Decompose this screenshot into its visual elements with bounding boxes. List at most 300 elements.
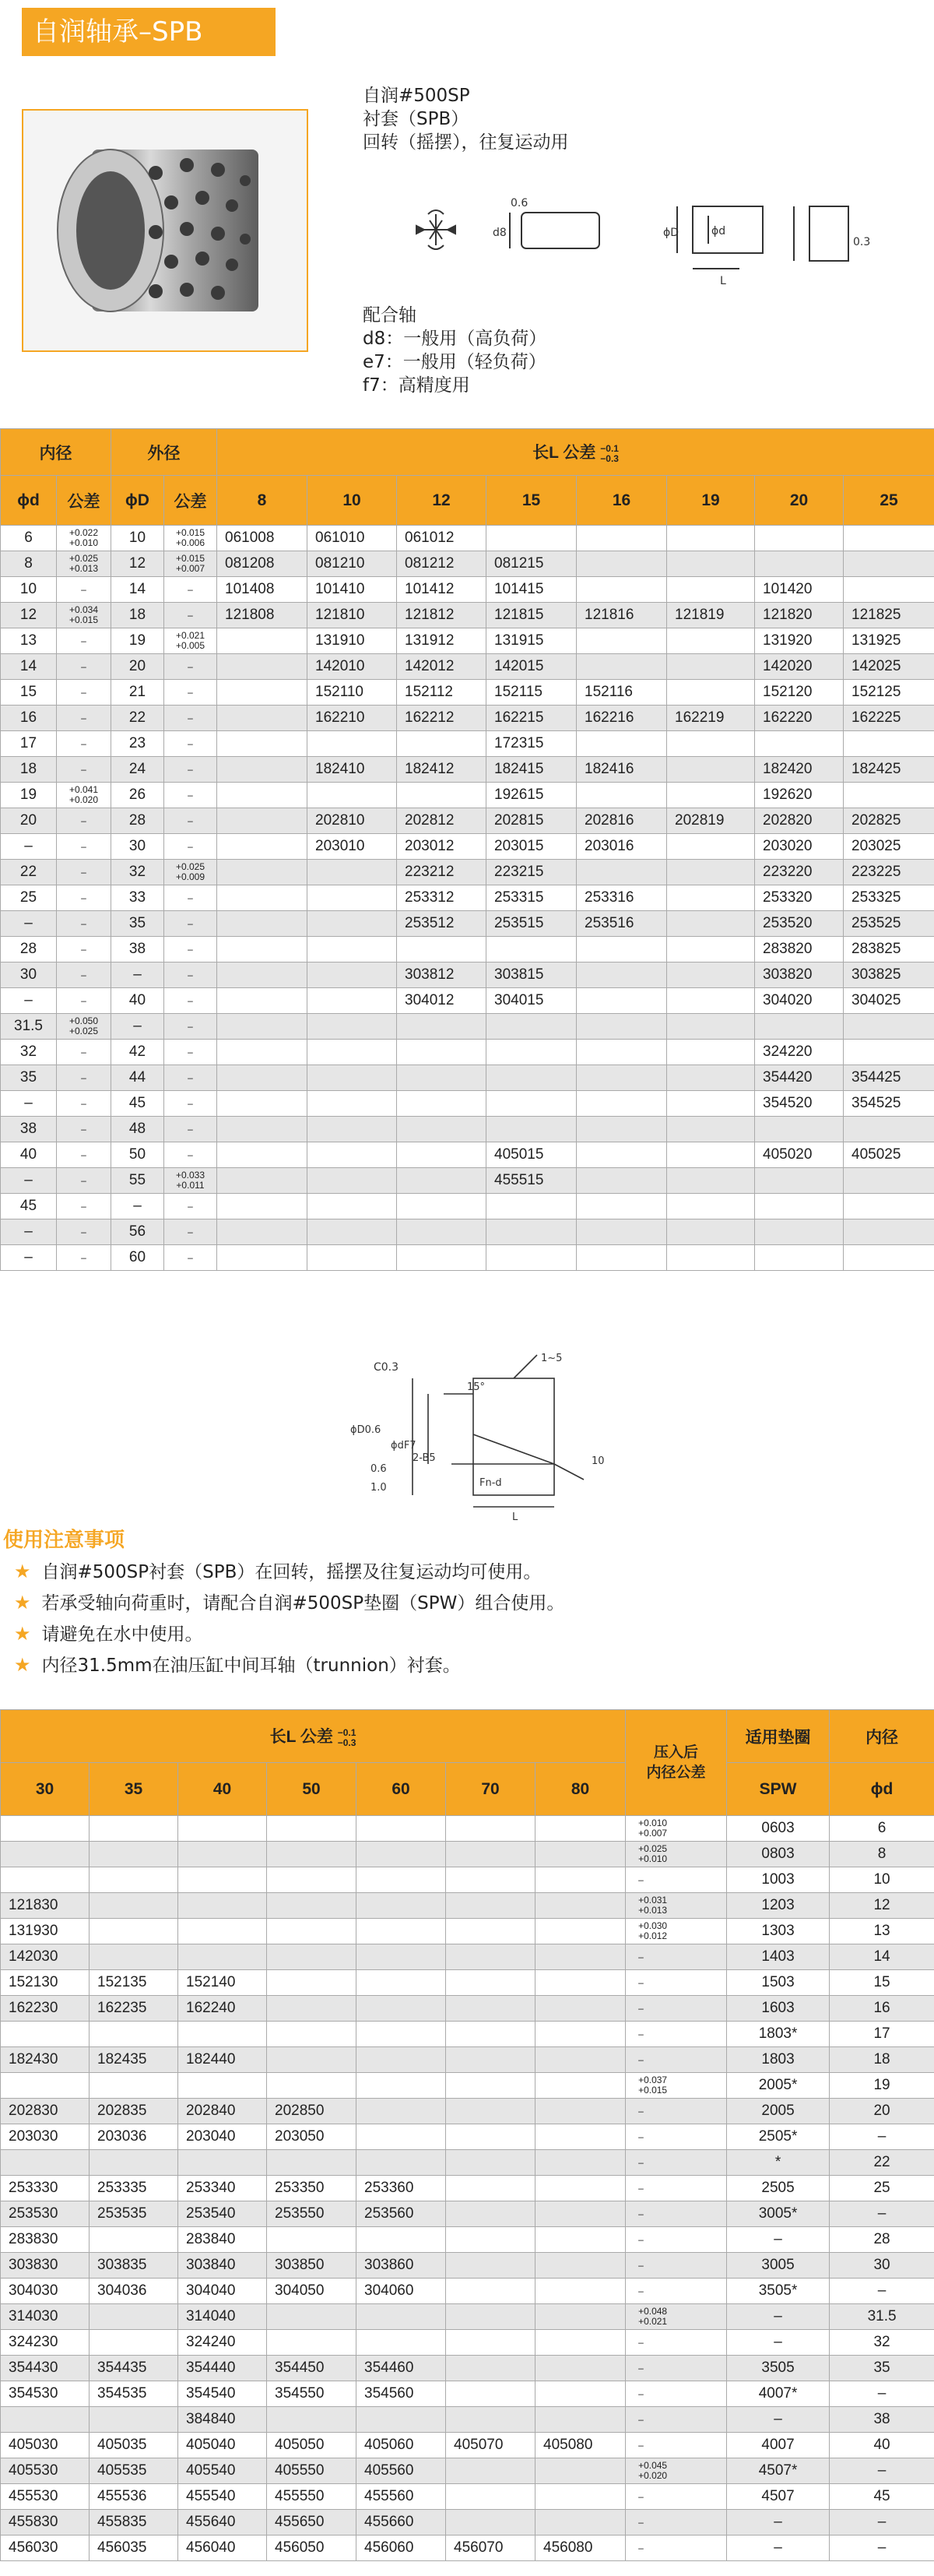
note-item [14,1560,541,1584]
label-03: 0.3 [853,236,871,248]
cell-part [90,2304,178,2330]
table-row [1,1893,934,1919]
cell-part [535,1970,626,1996]
cell-part [535,2407,626,2433]
cell-washer: 1203 [727,1893,830,1919]
cell-part: 283840 [178,2227,267,2253]
cell-part [535,1996,626,2022]
label-06: 0.6 [511,197,528,209]
cell-d: 35 [1,1065,57,1091]
cell-washer: 2005* [727,2073,830,2099]
cell-part [446,1970,535,1996]
cell-part [486,1065,577,1091]
header-tol2: 公差 [164,476,217,526]
cell-part: 354450 [267,2356,356,2381]
cell-d: 8 [1,551,57,577]
cell-part: 202835 [90,2099,178,2124]
cell-part [535,2201,626,2227]
cell-part [178,2022,267,2047]
cell-part: 202850 [267,2099,356,2124]
header-length-label: 长L 公差 [532,444,596,463]
cell-part: 081208 [217,551,307,577]
cell-part [755,1245,844,1271]
size-table-2 [0,1709,934,2561]
cell-part: 304040 [178,2279,267,2304]
cell-part: 253530 [1,2201,90,2227]
cell-d: 12 [1,603,57,628]
table-row [1,1194,934,1219]
cell-d: 15 [830,1970,934,1996]
cell-d: 30 [1,962,57,988]
cell-tol2: +0.015 +0.006 [164,526,217,551]
cell-washer: 1803* [727,2022,830,2047]
cell-part: 162225 [844,706,934,731]
cell-part: 405530 [1,2458,90,2484]
cell-part [178,1867,267,1893]
cell-part [535,1816,626,1842]
cell-part [397,1040,486,1065]
cell-tol2: +0.025 +0.009 [164,860,217,885]
cell-part: 121810 [307,603,397,628]
cell-part: 303860 [356,2253,446,2279]
cell-washer: 2505* [727,2124,830,2150]
label-phidF7: ϕdF7 [391,1440,416,1452]
cell-press-tol: – [626,2433,727,2458]
cell-part [446,2201,535,2227]
cell-part: 101408 [217,577,307,603]
cell-tol2: – [164,1194,217,1219]
cell-part [307,1065,397,1091]
cell-d: 40 [1,1142,57,1168]
cell-tol: – [57,1091,111,1117]
cell-D: 45 [111,1091,164,1117]
cell-part: 253330 [1,2176,90,2201]
cell-part [356,2407,446,2433]
cell-part [307,1245,397,1271]
cell-part [356,1842,446,1867]
cell-part [535,2356,626,2381]
cell-d: – [830,2201,934,2227]
cell-part [844,1014,934,1040]
cell-part: 405070 [446,2433,535,2458]
cell-d: 20 [1,808,57,834]
cell-part: 304020 [755,988,844,1014]
cell-tol: – [57,988,111,1014]
cell-part [217,1219,307,1245]
table-row [1,1842,934,1867]
cell-part [446,2304,535,2330]
cell-part [446,1996,535,2022]
cell-d: 6 [1,526,57,551]
cell-tol: +0.025 +0.013 [57,551,111,577]
cell-part [446,2510,535,2536]
cell-part [217,757,307,783]
cell-part [356,2124,446,2150]
note-text: 内径31.5mm在油压缸中间耳轴（trunnion）衬套。 [41,1656,461,1676]
cell-part: 253512 [397,911,486,937]
cell-tol2: – [164,937,217,962]
cell-part [844,1219,934,1245]
cell-part [486,526,577,551]
cell-part [267,2150,356,2176]
cell-tol2: +0.033 +0.011 [164,1168,217,1194]
cell-part [307,911,397,937]
cell-d: 38 [1,1117,57,1142]
cell-part: 405020 [755,1142,844,1168]
cell-part [178,1842,267,1867]
cell-d: – [830,2536,934,2561]
cell-part [667,911,755,937]
cell-part: 354435 [90,2356,178,2381]
table-row [1,1970,934,1996]
table-row [1,603,934,628]
cell-part [356,2227,446,2253]
cell-part [178,1919,267,1944]
cell-part [217,1040,307,1065]
cell-part: 131912 [397,628,486,654]
table-row [1,1117,934,1142]
cell-part: 203010 [307,834,397,860]
header-press: 压入后 内径公差 [626,1710,727,1816]
cell-part: 152110 [307,680,397,706]
cell-tol2: – [164,577,217,603]
cell-part [667,1142,755,1168]
cell-part [307,1117,397,1142]
cell-part: 162212 [397,706,486,731]
cell-D: 28 [111,808,164,834]
cell-part: 223225 [844,860,934,885]
cell-part [667,988,755,1014]
cell-D: 40 [111,988,164,1014]
cell-part [755,551,844,577]
cell-part: 152125 [844,680,934,706]
cell-part [397,783,486,808]
label-r15: 1~5 [541,1353,563,1364]
cell-press-tol: – [626,1996,727,2022]
header-len: 50 [267,1763,356,1816]
note-text: 若承受轴向荷重时，请配合自润#500SP垫圈（SPW）组合使用。 [41,1593,565,1614]
cell-tol: – [57,1194,111,1219]
cell-part: 203050 [267,2124,356,2150]
table-row [1,2073,934,2099]
cell-part: 162215 [486,706,577,731]
cell-part: 253325 [844,885,934,911]
table-row [1,706,934,731]
cell-washer: – [727,2304,830,2330]
cell-d: 28 [1,937,57,962]
cell-part [667,1065,755,1091]
cell-part [577,1194,667,1219]
cell-part: 162216 [577,706,667,731]
cell-D: 35 [111,911,164,937]
cell-part [667,628,755,654]
table-row [1,2150,934,2176]
cell-part [446,2458,535,2484]
cell-part [1,1867,90,1893]
cell-part: 202816 [577,808,667,834]
cell-part [267,1996,356,2022]
cell-tol2: – [164,706,217,731]
header-length [1,1710,626,1763]
cell-part: 303835 [90,2253,178,2279]
cell-tol2: – [164,654,217,680]
cell-D: 42 [111,1040,164,1065]
cell-part: 455835 [90,2510,178,2536]
table-row [1,988,934,1014]
cell-d: 38 [830,2407,934,2433]
cell-part [755,1194,844,1219]
cell-part: 152116 [577,680,667,706]
table-row [1,654,934,680]
cell-part: 405050 [267,2433,356,2458]
table-row [1,834,934,860]
header-len: 35 [90,1763,178,1816]
cell-D: – [111,962,164,988]
cell-part: 405015 [486,1142,577,1168]
cell-part [397,1245,486,1271]
cell-part [577,628,667,654]
header-len: 16 [577,476,667,526]
table-row [1,2510,934,2536]
cell-part [844,1194,934,1219]
cell-part [667,860,755,885]
cell-D: 44 [111,1065,164,1091]
cell-washer: 3005* [727,2201,830,2227]
cell-part [486,1117,577,1142]
cell-part [577,1168,667,1194]
dimension-drawing [413,183,934,304]
cell-press-tol: – [626,2484,727,2510]
cell-tol: +0.050 +0.025 [57,1014,111,1040]
cell-D: 26 [111,783,164,808]
cell-d: 14 [830,1944,934,1970]
cell-part: 131910 [307,628,397,654]
cell-part [307,860,397,885]
table-row [1,2022,934,2047]
cell-part: 456070 [446,2536,535,2561]
cell-part [307,988,397,1014]
table-row [1,2484,934,2510]
cell-d: 25 [830,2176,934,2201]
cell-d: 22 [830,2150,934,2176]
cell-D: 30 [111,834,164,860]
table-row [1,1996,934,2022]
cell-part: 304060 [356,2279,446,2304]
cell-part [1,1816,90,1842]
table-row [1,2253,934,2279]
cell-d: 12 [830,1893,934,1919]
cell-tol2: – [164,1014,217,1040]
cell-part: 101415 [486,577,577,603]
cell-part [356,1996,446,2022]
cell-part [755,1219,844,1245]
cell-d: 17 [1,731,57,757]
cell-part: 354425 [844,1065,934,1091]
cell-part [535,2047,626,2073]
cell-part: 162210 [307,706,397,731]
cell-part [844,577,934,603]
label-c03: C0.3 [374,1361,399,1374]
label-L2: L [512,1511,518,1523]
cell-press-tol: – [626,1867,727,1893]
table-row [1,1816,934,1842]
cell-press-tol: – [626,2099,727,2124]
cell-part: 061012 [397,526,486,551]
cell-part: 405035 [90,2433,178,2458]
cell-part [667,757,755,783]
cell-part [486,1245,577,1271]
fit-line: f7：高精度用 [363,375,470,396]
cell-part [535,2150,626,2176]
header-len: 80 [535,1763,626,1816]
cell-part [1,2073,90,2099]
note-item [14,1622,203,1646]
cell-washer: 4507 [727,2484,830,2510]
cell-D: 50 [111,1142,164,1168]
table-row [1,1065,934,1091]
cell-part [844,1168,934,1194]
cell-part [356,2073,446,2099]
cell-part: 131920 [755,628,844,654]
cell-part [267,2407,356,2433]
cell-d: – [1,1168,57,1194]
cell-part [446,2227,535,2253]
cell-part: 455515 [486,1168,577,1194]
cell-part [217,680,307,706]
cell-d: 16 [1,706,57,731]
cell-d: 22 [1,860,57,885]
cell-part: 142030 [1,1944,90,1970]
cell-tol2: – [164,603,217,628]
cell-part: 121820 [755,603,844,628]
cell-part: 253350 [267,2176,356,2201]
cell-tol2: – [164,731,217,757]
cell-part [755,1014,844,1040]
table-row [1,2330,934,2356]
cell-part: 303820 [755,962,844,988]
cell-part: 303830 [1,2253,90,2279]
table-row [1,2227,934,2253]
cell-part [307,731,397,757]
cell-part: 455550 [267,2484,356,2510]
cell-D: 21 [111,680,164,706]
cell-part [446,1944,535,1970]
cell-part [90,2227,178,2253]
cell-d: 20 [830,2099,934,2124]
cell-part: 162220 [755,706,844,731]
cell-part: 455660 [356,2510,446,2536]
cell-part [667,1194,755,1219]
cell-part: 142020 [755,654,844,680]
cell-tol: – [57,962,111,988]
cell-d: 14 [1,654,57,680]
cell-part: 101420 [755,577,844,603]
cell-part [90,1893,178,1919]
cell-tol2: – [164,808,217,834]
cell-part [577,551,667,577]
table-row [1,1919,934,1944]
cell-press-tol: +0.030 +0.012 [626,1919,727,1944]
cell-part: 455640 [178,2510,267,2536]
cell-part [535,2176,626,2201]
star-icon: ★ [14,1561,31,1582]
cell-part [307,962,397,988]
label-L: L [720,275,726,287]
cell-part [535,2381,626,2407]
cell-part: 253360 [356,2176,446,2201]
cell-press-tol: – [626,2253,727,2279]
cell-tol: – [57,911,111,937]
cell-part [446,2356,535,2381]
header-d: ϕd [830,1763,934,1816]
cell-part [667,885,755,911]
cell-part [217,1142,307,1168]
cell-part [577,1065,667,1091]
cell-part [486,1040,577,1065]
cell-part [667,731,755,757]
cell-part [577,1091,667,1117]
cell-part [397,1014,486,1040]
cell-part: 142010 [307,654,397,680]
cell-part: 253335 [90,2176,178,2201]
cell-tol: – [57,885,111,911]
cell-part: 455560 [356,2484,446,2510]
notes-title: 使用注意事项 [3,1529,125,1552]
cell-tol2: +0.021 +0.005 [164,628,217,654]
cell-part [1,1842,90,1867]
cell-part [267,1867,356,1893]
cell-part [535,1842,626,1867]
cell-part [178,2150,267,2176]
cell-part [267,1919,356,1944]
cell-part: 304025 [844,988,934,1014]
header-len: 8 [217,476,307,526]
cell-part: 253312 [397,885,486,911]
cell-press-tol: +0.048 +0.021 [626,2304,727,2330]
cell-tol: – [57,654,111,680]
header-len: 10 [307,476,397,526]
cell-tol2: – [164,1091,217,1117]
cell-part [397,1091,486,1117]
cell-d: 17 [830,2022,934,2047]
table-row [1,2279,934,2304]
header-len: 12 [397,476,486,526]
cell-press-tol: – [626,2279,727,2304]
label-d8: d8 [493,227,507,239]
cell-part: 303825 [844,962,934,988]
spec-line: 回转（摇摆），往复运动用 [363,132,569,153]
cell-part [90,1816,178,1842]
cell-part [217,1091,307,1117]
cell-tol: – [57,577,111,603]
cell-part [667,962,755,988]
cell-part: 152115 [486,680,577,706]
cell-part: 182412 [397,757,486,783]
note-text: 请避免在水中使用。 [41,1624,203,1645]
cell-tol: +0.034 +0.015 [57,603,111,628]
cell-part: 253560 [356,2201,446,2227]
cell-part: 456030 [1,2536,90,2561]
cell-part [446,2047,535,2073]
cell-part: 223220 [755,860,844,885]
cell-press-tol: – [626,2201,727,2227]
cell-d: 18 [830,2047,934,2073]
cell-part [577,1245,667,1271]
cell-part: 121819 [667,603,755,628]
cell-part: 324220 [755,1040,844,1065]
cell-part [217,911,307,937]
cell-d: 45 [1,1194,57,1219]
